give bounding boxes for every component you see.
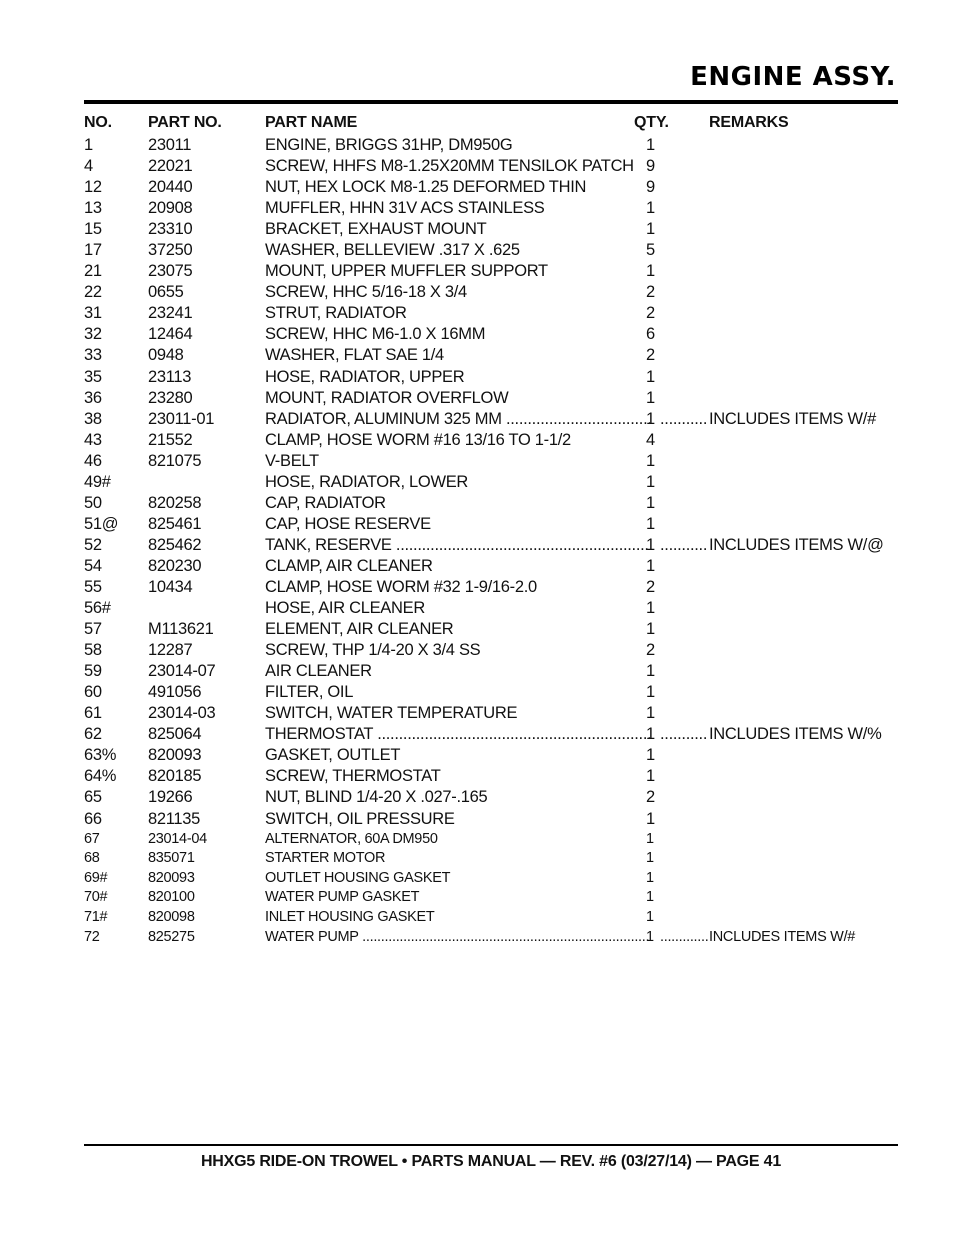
table-row	[0, 493, 954, 514]
cell-qty: 1	[646, 514, 655, 533]
cell-part-name: AIR CLEANER	[265, 662, 372, 681]
cell-part-no: 820093	[148, 746, 202, 765]
header-no: NO.	[84, 114, 112, 131]
cell-qty: 1	[646, 220, 655, 239]
part-name-text: RADIATOR, ALUMINUM 325 MM .....	[265, 410, 650, 428]
cell-part-name: HOSE, RADIATOR, LOWER	[265, 472, 469, 491]
table-row	[0, 849, 954, 869]
table-row	[0, 766, 954, 787]
cell-part-name: ALTERNATOR, 60A DM950	[265, 830, 438, 847]
cell-qty: 1	[646, 620, 655, 639]
cell-no: 49#	[84, 472, 111, 491]
cell-no: 51@	[84, 514, 119, 533]
cell-qty: 1	[646, 908, 654, 925]
cell-no: 61	[84, 704, 102, 723]
cell-part-no: 23280	[148, 388, 193, 407]
cell-qty: 1	[646, 199, 655, 218]
cell-part-name: SCREW, THP 1/4-20 X 3/4 SS	[265, 641, 481, 660]
cell-qty: 1	[646, 388, 655, 407]
cell-part-name: CAP, RADIATOR	[265, 493, 386, 512]
cell-part-no: 20440	[148, 178, 193, 197]
cell-part-name: SCREW, HHC M6-1.0 X 16MM	[265, 325, 486, 344]
cell-qty: 1	[646, 136, 655, 154]
cell-remarks: INCLUDES ITEMS W/#	[709, 928, 856, 945]
cell-part-no: 820100	[148, 889, 195, 906]
cell-qty: 9	[646, 157, 655, 176]
cell-no: 33	[84, 346, 102, 365]
footer-text: HHXG5 RIDE-ON TROWEL • PARTS MANUAL — REV. #6 (03/27/14) — PAGE 41	[200, 1153, 782, 1170]
cell-no: 62	[84, 725, 102, 744]
cell-part-no: 19266	[148, 788, 193, 807]
cell-part-name: MOUNT, RADIATOR OVERFLOW	[265, 388, 509, 407]
page-footer	[0, 1153, 954, 1171]
cell-qty: 1	[646, 746, 655, 765]
cell-part-name: INLET HOUSING GASKET	[265, 908, 435, 925]
cell-no: 52	[84, 535, 102, 554]
cell-qty: 2	[646, 788, 655, 807]
cell-qty: 1	[646, 889, 654, 906]
table-row	[0, 240, 954, 261]
cell-part-name: ELEMENT, AIR CLEANER	[265, 620, 454, 639]
cell-part-name: WATER PUMP GASKET	[265, 889, 420, 906]
table-row	[0, 514, 954, 535]
cell-part-name: FILTER, OIL	[265, 683, 354, 702]
cell-part-no: 10434	[148, 577, 193, 596]
cell-part-name: HOSE, RADIATOR, UPPER	[265, 367, 465, 386]
cell-part-name: HOSE, AIR CLEANER	[265, 599, 425, 618]
cell-part-no: 23014-03	[148, 704, 216, 723]
table-row	[0, 388, 954, 409]
cell-no: 66	[84, 809, 102, 828]
table-row	[0, 303, 954, 324]
cell-part-name: WASHER, FLAT SAE 1/4	[265, 346, 444, 365]
cell-qty: 2	[646, 577, 655, 596]
cell-no: 32	[84, 325, 102, 344]
header-part-name: PART NAME	[265, 114, 358, 131]
cell-qty: 1	[646, 262, 655, 281]
cell-part-no: 825461	[148, 514, 202, 533]
cell-part-name: CLAMP, AIR CLEANER	[265, 556, 433, 575]
table-row	[0, 598, 954, 619]
table-row	[0, 177, 954, 198]
cell-qty: 1	[646, 662, 655, 681]
cell-part-name: V-BELT	[265, 451, 319, 470]
table-row	[0, 682, 954, 703]
cell-qty: 1	[646, 809, 655, 828]
table-row	[0, 198, 954, 219]
cell-part-name: MUFFLER, HHN 31V ACS STAINLESS	[265, 199, 545, 218]
cell-no: 72	[84, 928, 100, 945]
cell-part-no: 23310	[148, 220, 193, 239]
table-row	[0, 908, 954, 928]
cell-part-no: 491056	[148, 683, 202, 702]
cell-no: 43	[84, 430, 102, 449]
cell-qty: 1	[646, 683, 655, 702]
cell-part-no: 23241	[148, 304, 193, 323]
cell-no: 70#	[84, 889, 108, 906]
cell-part-no: 23011-01	[148, 409, 215, 428]
cell-part-no: 820258	[148, 493, 202, 512]
table-row	[0, 661, 954, 682]
cell-remarks: INCLUDES ITEMS W/%	[709, 725, 882, 744]
cell-part-name: CAP, HOSE RESERVE	[265, 514, 431, 533]
table-row	[0, 928, 954, 948]
cell-qty: 5	[646, 241, 655, 260]
cell-no: 67	[84, 830, 100, 847]
cell-qty: 4	[646, 430, 655, 449]
cell-part-no: 12287	[148, 641, 193, 660]
cell-no: 38	[84, 409, 102, 428]
cell-part-no: 835071	[148, 850, 195, 867]
part-name-text: THERMOSTAT .....	[265, 725, 650, 743]
cell-qty: 6	[646, 325, 655, 344]
cell-part-name: ENGINE, BRIGGS 31HP, DM950G	[265, 136, 513, 154]
cell-no: 36	[84, 388, 102, 407]
cell-part-no: 21552	[148, 430, 193, 449]
cell-no: 22	[84, 283, 102, 302]
cell-part-no: 23113	[148, 367, 192, 386]
cell-no: 63%	[84, 746, 117, 765]
table-row	[0, 809, 954, 830]
cell-no: 54	[84, 556, 102, 575]
cell-part-name: BRACKET, EXHAUST MOUNT	[265, 220, 487, 239]
cell-no: 12	[84, 178, 102, 197]
table-row	[0, 640, 954, 661]
table-row	[0, 367, 954, 388]
cell-part-no: 820098	[148, 908, 195, 925]
cell-part-no: 23011	[148, 136, 192, 154]
cell-part-name: SCREW, HHFS M8-1.25X20MM TENSILOK PATCH	[265, 157, 634, 176]
cell-part-no: 37250	[148, 241, 193, 260]
table-row	[0, 787, 954, 808]
cell-part-name: CLAMP, HOSE WORM #32 1-9/16-2.0	[265, 577, 537, 596]
cell-no: 57	[84, 620, 102, 639]
cell-part-name: STARTER MOTOR	[265, 850, 386, 867]
cell-no: 13	[84, 199, 102, 218]
cell-no: 58	[84, 641, 102, 660]
cell-qty: 1	[646, 535, 655, 554]
parts-table	[0, 135, 954, 947]
table-row	[0, 724, 954, 745]
header-remarks: REMARKS	[709, 114, 789, 131]
cell-part-no: 820230	[148, 556, 202, 575]
table-row	[0, 472, 954, 493]
cell-part-name: CLAMP, HOSE WORM #16 13/16 TO 1-1/2	[265, 430, 571, 449]
cell-no: 59	[84, 662, 102, 681]
cell-part-name: MOUNT, UPPER MUFFLER SUPPORT	[265, 262, 548, 281]
cell-part-name: SWITCH, OIL PRESSURE	[265, 809, 455, 828]
cell-remarks: INCLUDES ITEMS W/#	[709, 409, 876, 428]
cell-part-no: 22021	[148, 157, 193, 176]
cell-no: 56#	[84, 599, 111, 618]
cell-part-no: 820185	[148, 767, 202, 786]
table-row	[0, 451, 954, 472]
cell-qty: 1	[646, 830, 654, 847]
table-row	[0, 556, 954, 577]
cell-part-no: 821135	[148, 809, 201, 828]
cell-part-no: 23014-07	[148, 662, 216, 681]
cell-part-name: SCREW, HHC 5/16-18 X 3/4	[265, 283, 467, 302]
cell-part-no: 821075	[148, 451, 202, 470]
cell-no: 46	[84, 451, 102, 470]
cell-no: 65	[84, 788, 102, 807]
header-part-no: PART NO.	[148, 114, 222, 131]
cell-qty: 1	[646, 599, 655, 618]
table-row	[0, 345, 954, 366]
cell-no: 71#	[84, 908, 108, 925]
cell-part-name: WASHER, BELLEVIEW .317 X .625	[265, 241, 520, 260]
cell-part-no: 0655	[148, 283, 184, 302]
dot-leader	[660, 535, 708, 555]
cell-qty: 1	[646, 493, 655, 512]
cell-qty: 1	[646, 367, 655, 386]
cell-qty: 2	[646, 641, 655, 660]
table-row	[0, 869, 954, 889]
cell-no: 1	[84, 136, 93, 154]
footer-rule	[84, 1144, 898, 1146]
cell-no: 21	[84, 262, 102, 281]
cell-part-name: NUT, BLIND 1/4-20 X .027-.165	[265, 788, 488, 807]
dot-leader	[660, 928, 708, 947]
part-name-text: WATER PUMP .....	[265, 929, 650, 945]
table-row	[0, 619, 954, 640]
cell-qty: 1	[646, 928, 654, 945]
cell-part-no: 12464	[148, 325, 193, 344]
cell-part-name: GASKET, OUTLET	[265, 746, 401, 765]
cell-qty: 1	[646, 767, 655, 786]
table-row	[0, 745, 954, 766]
cell-part-no: 23075	[148, 262, 193, 281]
cell-part-name: SCREW, THERMOSTAT	[265, 767, 441, 786]
dot-leader	[660, 724, 708, 744]
table-row	[0, 830, 954, 850]
cell-qty: 1	[646, 472, 655, 491]
table-row	[0, 135, 954, 156]
cell-part-no: M113621	[148, 620, 214, 639]
cell-part-name: NUT, HEX LOCK M8-1.25 DEFORMED THIN	[265, 178, 587, 197]
cell-qty: 1	[646, 451, 655, 470]
cell-qty: 1	[646, 704, 655, 723]
cell-no: 35	[84, 367, 102, 386]
cell-no: 69#	[84, 869, 108, 886]
cell-no: 4	[84, 157, 93, 176]
part-name-text: TANK, RESERVE .....	[265, 536, 650, 554]
page-title: ENGINE ASSY.	[690, 62, 896, 92]
table-row	[0, 703, 954, 724]
cell-no: 64%	[84, 767, 117, 786]
header-rule	[84, 100, 898, 104]
table-row	[0, 156, 954, 177]
cell-qty: 2	[646, 304, 655, 323]
cell-qty: 1	[646, 556, 655, 575]
cell-no: 31	[84, 304, 102, 323]
table-row	[0, 577, 954, 598]
cell-part-no: 820093	[148, 869, 195, 886]
cell-no: 60	[84, 683, 102, 702]
cell-part-no: 20908	[148, 199, 193, 218]
table-row	[0, 219, 954, 240]
table-row	[0, 535, 954, 556]
cell-qty: 9	[646, 178, 655, 197]
cell-part-no: 0948	[148, 346, 184, 365]
cell-no: 68	[84, 850, 100, 867]
cell-qty: 1	[646, 850, 654, 867]
cell-qty: 2	[646, 346, 655, 365]
header-qty: QTY.	[634, 114, 669, 131]
cell-part-name: OUTLET HOUSING GASKET	[265, 869, 451, 886]
table-row	[0, 430, 954, 451]
cell-qty: 2	[646, 283, 655, 302]
cell-part-name: STRUT, RADIATOR	[265, 304, 407, 323]
cell-qty: 1	[646, 869, 654, 886]
cell-part-no: 825462	[148, 535, 202, 554]
table-row	[0, 888, 954, 908]
dot-leader	[660, 409, 708, 429]
cell-remarks: INCLUDES ITEMS W/@	[709, 535, 884, 554]
cell-qty: 1	[646, 409, 655, 428]
cell-no: 50	[84, 493, 102, 512]
cell-no: 55	[84, 577, 102, 596]
table-header	[0, 114, 954, 134]
cell-no: 17	[84, 241, 102, 260]
cell-part-name: SWITCH, WATER TEMPERATURE	[265, 704, 518, 723]
table-row	[0, 324, 954, 345]
cell-no: 15	[84, 220, 102, 239]
table-row	[0, 282, 954, 303]
cell-qty: 1	[646, 725, 655, 744]
cell-part-no: 825064	[148, 725, 202, 744]
cell-part-no: 825275	[148, 928, 195, 945]
cell-part-no: 23014-04	[148, 830, 207, 847]
table-row	[0, 409, 954, 430]
table-row	[0, 261, 954, 282]
